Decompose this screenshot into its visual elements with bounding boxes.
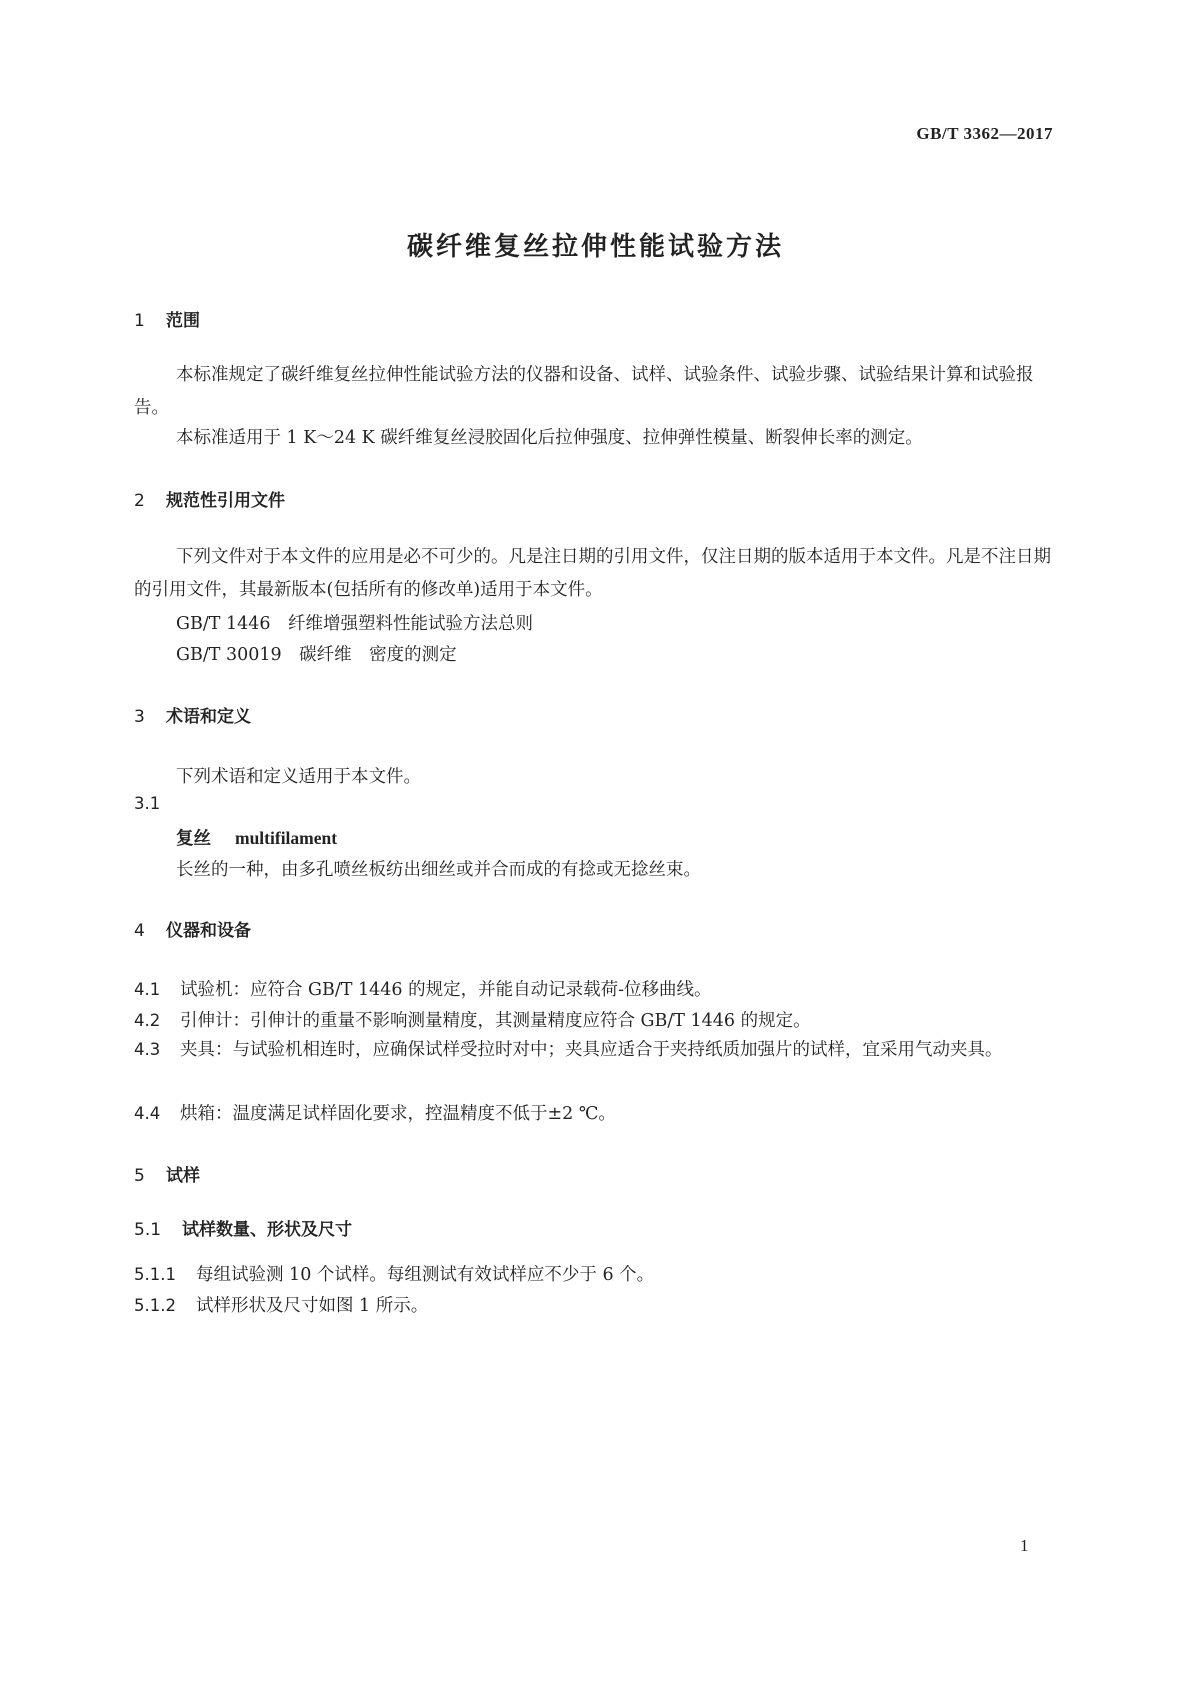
section-number: 2 [134,491,145,511]
clause-text: 烘箱：温度满足试样固化要求，控温精度不低于±2 ℃。 [180,1104,616,1124]
section-5-heading [134,1161,200,1186]
reference-item: GB/T 30019 碳纤维 密度的测定 [176,645,457,665]
term-number: 3.1 [134,794,161,813]
clause-4-2 [134,1007,811,1032]
section-title: 范围 [166,311,200,331]
subsection-number: 5.1 [134,1220,162,1240]
section-title: 术语和定义 [166,707,251,727]
clause-text: 引伸计：引伸计的重量不影响测量精度，其测量精度应符合 GB/T 1446 的规定。 [180,1011,811,1031]
section-4-heading [134,916,251,941]
subsection-5-1-heading [134,1215,352,1240]
clause-4-4 [134,1100,616,1125]
section-3-heading [134,702,251,727]
section-title: 规范性引用文件 [166,491,285,511]
term-chinese: 复丝 [176,829,211,849]
clause-5-1-1 [134,1261,654,1286]
section-number: 4 [134,921,145,941]
clause-text: 试验机：应符合 GB/T 1446 的规定，并能自动记录载荷-位移曲线。 [180,980,712,1000]
page-number: 1 [1020,1536,1029,1555]
section-title: 试样 [166,1166,200,1186]
section-1-heading [134,306,200,331]
clause-5-1-2 [134,1292,428,1317]
term-entry [176,825,337,850]
subsection-title: 试样数量、形状及尺寸 [182,1220,352,1240]
section-number: 3 [134,707,145,727]
clause-number: 4.3 [134,1040,161,1059]
clause-4-1 [134,976,712,1001]
clause-number: 4.2 [134,1011,161,1030]
clause-number: 4.1 [134,980,161,999]
clause-text: 夹具：与试验机相连时，应确保试样受拉时对中；夹具应适合于夹持纸质加强片的试样，宜采用气动夹具。 [180,1040,1003,1060]
section-3-paragraph-1: 下列术语和定义适用于本文件。 [176,767,421,787]
clause-number: 4.4 [134,1104,161,1123]
standard-code: GB/T 3362—2017 [916,124,1053,143]
section-number: 1 [134,311,145,331]
section-number: 5 [134,1166,145,1186]
section-2-paragraph-1: 下列文件对于本文件的应用是必不可少的。凡是注日期的引用文件，仅注日期的版本适用于本文件。凡是不注日期的引用文件，其最新版本(包括所有的修改单)适用于本文件。 [134,547,1051,600]
term-definition: 长丝的一种，由多孔喷丝板纺出细丝或并合而成的有捻或无捻丝束。 [176,860,701,880]
clause-text: 每组试验测 10 个试样。每组测试有效试样应不少于 6 个。 [196,1265,655,1285]
clause-text: 试样形状及尺寸如图 1 所示。 [196,1296,429,1316]
document-title: 碳纤维复丝拉伸性能试验方法 [406,232,784,262]
clause-number: 5.1.1 [134,1265,176,1284]
clause-4-3 [134,1033,1055,1067]
section-1-paragraph-2: 本标准适用于 1 K～24 K 碳纤维复丝浸胶固化后拉伸强度、拉伸弹性模量、断裂伸长率的测定。 [176,428,923,448]
term-english: multifilament [235,828,338,848]
section-2-heading [134,486,285,511]
reference-item: GB/T 1446 纤维增强塑料性能试验方法总则 [176,614,534,634]
clause-number: 5.1.2 [134,1296,176,1315]
section-title: 仪器和设备 [166,921,251,941]
section-1-paragraph-1: 本标准规定了碳纤维复丝拉伸性能试验方法的仪器和设备、试样、试验条件、试验步骤、试验结果计算和试验报告。 [134,365,1034,418]
